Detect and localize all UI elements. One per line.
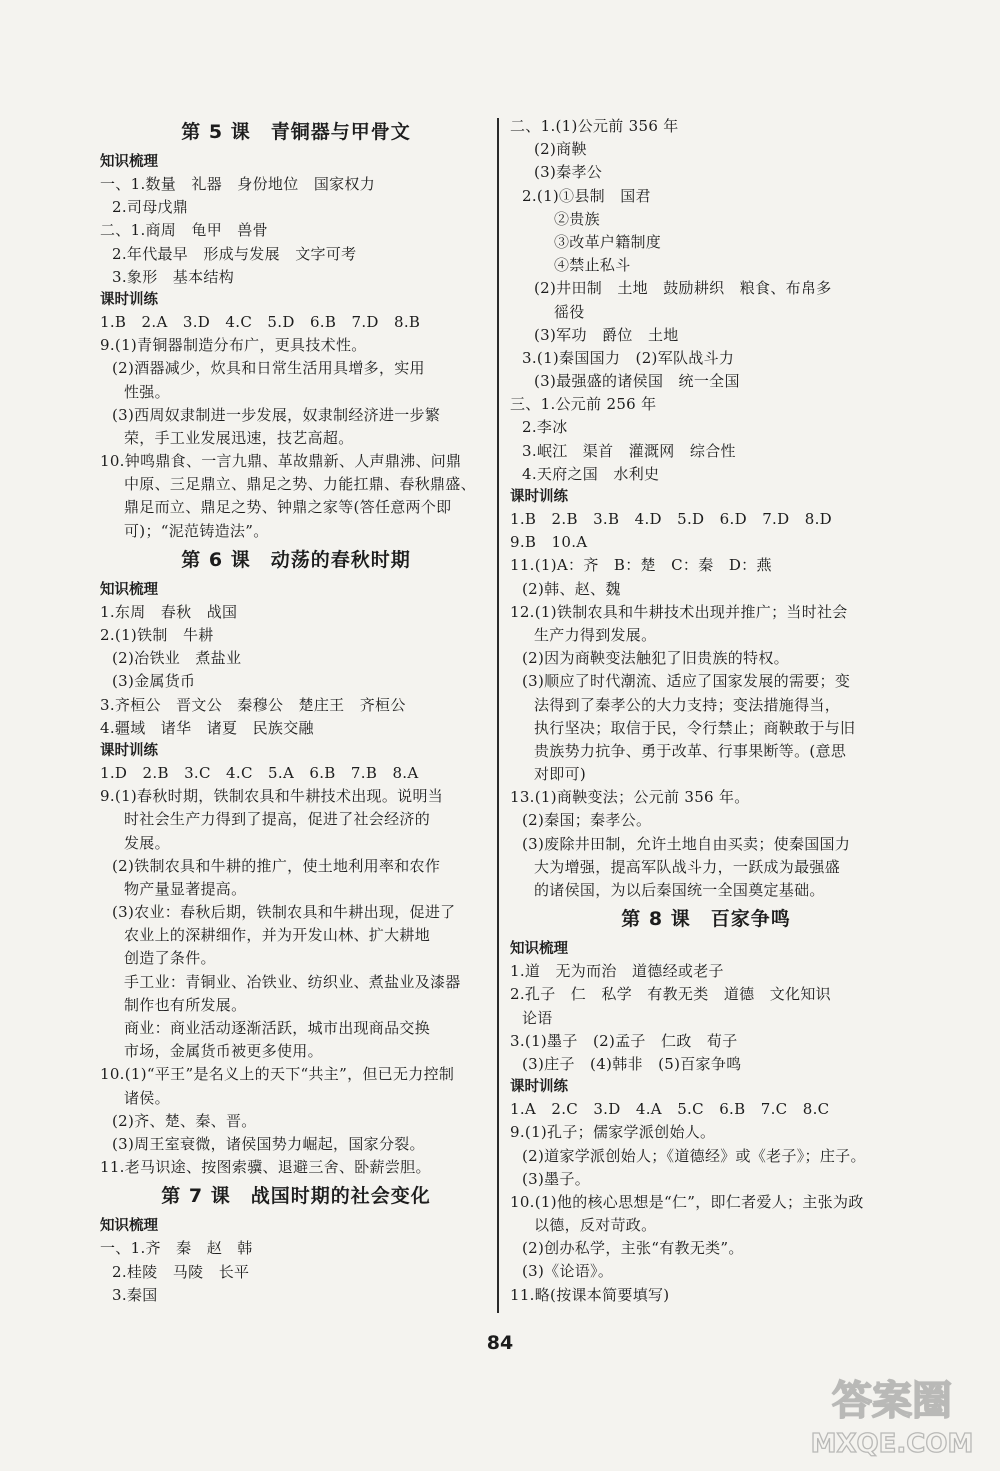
answer-line: 3.岷江 渠首 灌溉网 综合性 [522,441,736,460]
answer-line: (3)顺应了时代潮流、适应了国家发展的需要；变 [522,672,851,691]
answer-line: 2.(1)①县制 国君 [522,186,651,205]
answer-line: 荣，手工业发展迅速，技艺高超。 [124,428,354,447]
answer-line: (3)墨子。 [522,1169,591,1188]
answer-line: (3)最强盛的诸侯国 统一全国 [534,372,740,391]
svg-text:答案圈: 答案圈 [832,1378,952,1424]
answer-line: 创造了条件。 [124,949,216,968]
answer-line: 生产力得到发展。 [534,625,657,644]
answer-line: (3)金属货币 [112,672,196,691]
answer-line: 3.(1)秦国国力 (2)军队战斗力 [522,348,735,367]
answer-line: 执行坚决；取信于民，令行禁止；商鞅敢于与旧 [534,718,856,737]
answer-line: (3)军功 爵位 土地 [534,325,679,344]
answer-line: 一、1.数量 礼器 身份地位 国家权力 [100,175,376,193]
answer-line: (2)秦国；秦孝公。 [522,811,652,830]
lesson-title: 第 5 课 青铜器与甲骨文 [181,121,411,143]
answer-line: 1.B 2.B 3.B 4.D 5.D 6.D 7.D 8.D [510,510,832,528]
answer-line: (2)井田制 土地 鼓励耕织 粮食、布帛多 [534,279,832,298]
answer-line: 4.疆域 诸华 诸夏 民族交融 [100,718,314,737]
answer-line: 诸侯。 [124,1088,170,1107]
answer-line: 二、1.商周 龟甲 兽骨 [100,221,268,240]
answer-line: (3)《论语》。 [522,1262,614,1281]
answer-line: 9.B 10.A [510,533,588,552]
lesson-title: 第 8 课 百家争鸣 [621,908,791,931]
answer-line: (2)铁制农具和牛耕的推广，使土地利用率和农作 [112,856,441,875]
answer-line: 11.老马识途、按图索骥、退避三舍、卧薪尝胆。 [100,1158,431,1177]
answer-line: 11.(1)A：齐 B：楚 C：秦 D：燕 [510,556,772,575]
answer-line: (2)酒器减少，炊具和日常生活用具增多，实用 [112,359,425,378]
answer-line: 4.天府之国 水利史 [522,464,660,483]
section-heading: 知识梳理 [510,941,568,958]
answer-line: 三、1.公元前 256 年 [510,395,657,414]
answer-line: (2)冶铁业 煮盐业 [112,649,242,668]
answer-line: 2.孔子 仁 私学 有教无类 道德 文化知识 [510,985,831,1004]
answer-line: (2)商鞅 [534,140,587,159]
answer-line: (2)道家学派创始人；《道德经》或《老子》；庄子。 [522,1146,866,1165]
answer-line: 2.桂陵 马陵 长平 [112,1262,250,1281]
answer-line: 2.(1)铁制 牛耕 [100,626,214,644]
answer-line: (3)西周奴隶制进一步发展，奴隶制经济进一步繁 [112,405,441,424]
answer-line: ④禁止私斗 [554,256,631,275]
answer-line: 徭役 [554,302,585,321]
section-heading: 课时训练 [510,1079,568,1096]
answer-line: 中原、三足鼎立、鼎足之势、力能扛鼎、春秋鼎盛、 [124,475,476,494]
answer-line: 大为增强，提高军队战斗力，一跃成为最强盛 [534,857,841,876]
answer-line: 3.秦国 [112,1285,158,1304]
answer-line: 2.李冰 [522,418,568,437]
answer-line: 1.东周 春秋 战国 [100,602,238,621]
answer-line: 10.(1)“平王”是名义上的天下“共主”，但已无力控制 [100,1065,455,1084]
answer-line: (3)废除井田制，允许土地自由买卖；使秦国国力 [522,834,851,853]
answer-line: 12.(1)铁制农具和牛耕技术出现并推广；当时社会 [510,602,848,621]
section-heading: 知识梳理 [100,581,158,598]
answer-line: 11.略(按课本简要填写) [510,1285,670,1304]
section-heading: 课时训练 [100,742,158,759]
lesson-title: 第 7 课 战国时期的社会变化 [161,1185,431,1208]
answer-line: 10.(1)他的核心思想是“仁”，即仁者爱人；主张为政 [510,1192,864,1211]
answer-line: 论语 [522,1008,553,1027]
answer-line: 1.D 2.B 3.C 4.C 5.A 6.B 7.B 8.A [100,763,419,782]
answer-line: 3.(1)墨子 (2)孟子 仁政 荀子 [510,1031,738,1050]
answer-line: 发展。 [124,833,170,852]
answer-line: 二、1.(1)公元前 356 年 [510,117,679,135]
answer-line: 9.(1)青铜器制造分布广，更具技术性。 [100,336,367,355]
answer-line: 性强。 [124,382,170,401]
section-heading: 知识梳理 [100,1218,158,1235]
answer-line: 手工业：青铜业、冶铁业、纺织业、煮盐业及漆器 [124,972,461,991]
answer-line: (3)农业：春秋后期，铁制农具和牛耕出现，促进了 [112,903,456,922]
left-column [100,115,492,1307]
section-heading: 知识梳理 [100,154,158,170]
answer-line: 鼎足而立、鼎足之势、钟鼎之家等(答任意两个即 [124,498,452,517]
answer-line: 法得到了秦孝公的大力支持；变法措施得当， [534,695,841,714]
answer-line: (2)韩、赵、魏 [522,579,621,598]
answer-line: (2)创办私学，主张“有教无类”。 [522,1239,744,1258]
section-heading: 课时训练 [100,291,158,308]
watermark-logo [792,1372,992,1462]
answer-line: (2)齐、楚、秦、晋。 [112,1111,257,1130]
answer-line: 时社会生产力得到了提高，促进了社会经济的 [124,810,431,829]
answer-line: (3)秦孝公 [534,163,603,182]
answer-line: 市场，金属货币被更多使用。 [124,1042,323,1061]
answer-line: 1.A 2.C 3.D 4.A 5.C 6.B 7.C 8.C [510,1100,830,1119]
answer-line: 1.B 2.A 3.D 4.C 5.D 6.B 7.D 8.B [100,312,421,331]
lesson-title: 第 6 课 动荡的春秋时期 [181,548,411,571]
answer-line: 贵族势力抗争、勇于改革、行事果断等。(意思 [534,741,847,760]
answer-line: 农业上的深耕细作，并为开发山林、扩大耕地 [124,926,431,945]
answer-line: 1.道 无为而治 道德经或老子 [510,962,724,981]
answer-line: 一、1.齐 秦 赵 韩 [100,1239,253,1258]
answer-line: 13.(1)商鞅变法；公元前 356 年。 [510,788,750,807]
answer-line: 的诸侯国，为以后秦国统一全国奠定基础。 [534,881,825,899]
svg-text:MXQE.COM: MXQE.COM [810,1429,974,1459]
answer-line: 3.齐桓公 晋文公 秦穆公 楚庄王 齐桓公 [100,695,406,714]
answer-line: 2.司母戊鼎 [112,198,189,217]
right-column [510,115,902,1307]
answer-line: 9.(1)孔子；儒家学派创始人。 [510,1123,716,1142]
answer-line: 对即可) [534,765,587,784]
answer-line: 2.年代最早 形成与发展 文字可考 [112,244,357,263]
answer-line: 制作也有所发展。 [124,995,247,1014]
column-divider [497,118,499,1313]
answer-line: 10.钟鸣鼎食、一言九鼎、革故鼎新、人声鼎沸、问鼎 [100,452,462,471]
answer-line: (3)周王室衰微，诸侯国势力崛起，国家分裂。 [112,1134,425,1153]
answer-line: 物产量显著提高。 [124,879,247,898]
page-number: 84 [486,1332,514,1354]
section-heading: 课时训练 [510,489,568,505]
answer-line: 以德，反对苛政。 [534,1216,657,1235]
answer-line: 3.象形 基本结构 [112,267,235,286]
answer-line: 9.(1)春秋时期，铁制农具和牛耕技术出现。说明当 [100,787,444,806]
answer-line: 可)；“泥范铸造法”。 [124,521,269,540]
answer-line: ③改革户籍制度 [554,232,662,251]
answer-line: 商业：商业活动逐渐活跃，城市出现商品交换 [124,1019,431,1037]
answer-line: (3)庄子 (4)韩非 (5)百家争鸣 [522,1054,742,1073]
answer-line: (2)因为商鞅变法触犯了旧贵族的特权。 [522,649,789,668]
answer-line: ②贵族 [554,209,600,228]
